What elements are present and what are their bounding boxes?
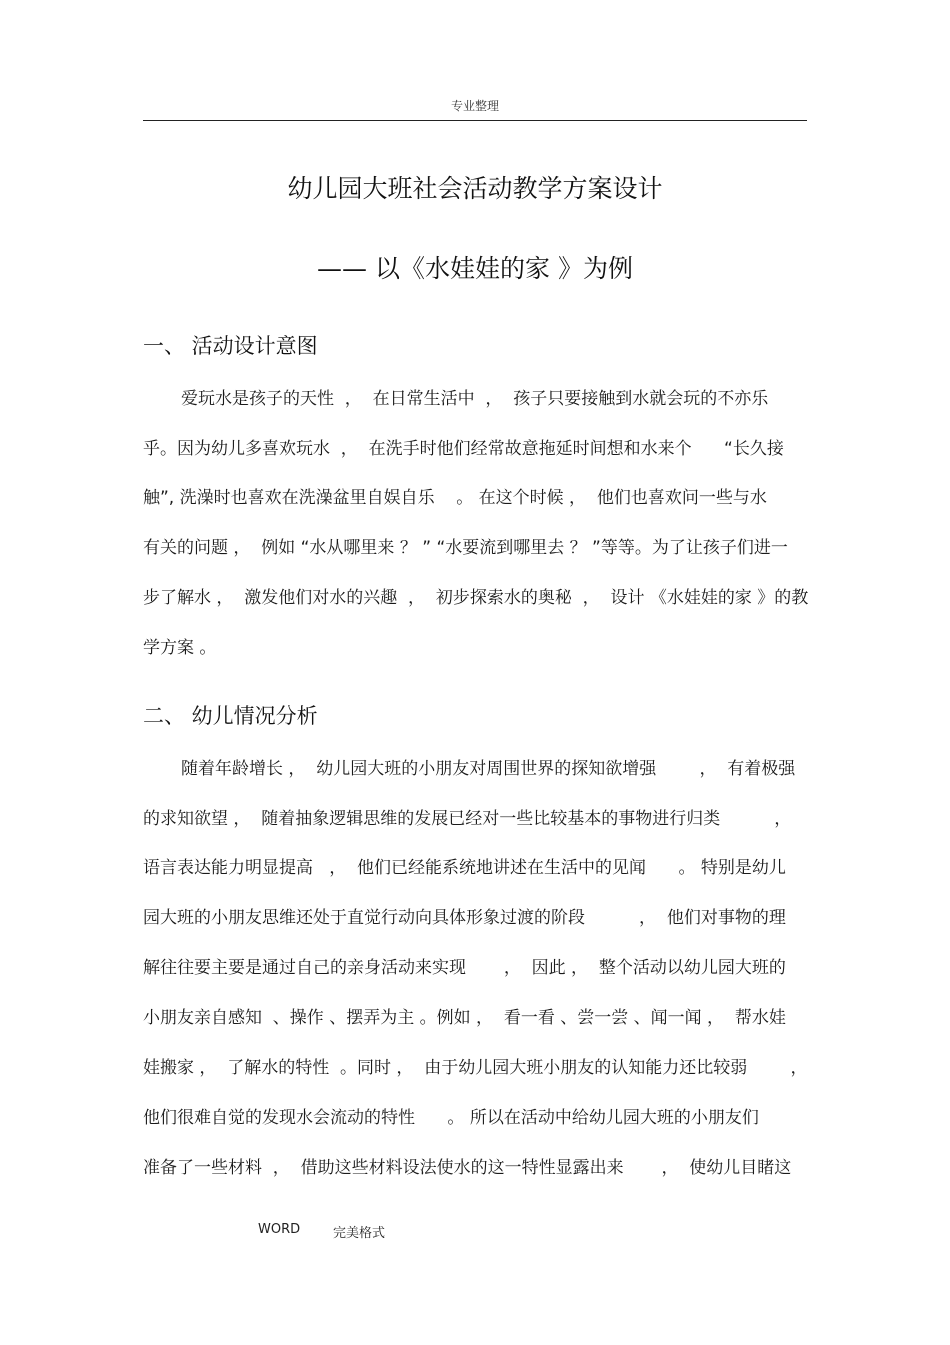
paragraph-line: 随着年龄增长 ， 幼儿园大班的小朋友对周围世界的探知欲增强 ， 有着极强 (181, 759, 796, 779)
paragraph-line: 乎。因为幼儿多喜欢玩水 ， 在洗手时他们经常故意拖延时间想和水来个 “长久接 (143, 439, 784, 459)
footer-format-label: 完美格式 (333, 1226, 386, 1241)
paragraph-line: 爱玩水是孩子的天性 ， 在日常生活中 ， 孩子只要接触到水就会玩的不亦乐 (181, 389, 769, 409)
document-title: 幼儿园大班社会活动教学方案设计 (287, 174, 663, 203)
paragraph-line: 娃搬家 ， 了解水的特性 。同时 ， 由于幼儿园大班小朋友的认知能力还比较弱 ， (143, 1058, 808, 1078)
paragraph-line: 他们很难自觉的发现水会流动的特性 。 所以在活动中给幼儿园大班的小朋友们 (143, 1108, 759, 1128)
paragraph-line: 学方案 。 (143, 638, 217, 658)
document-subtitle: —— 以《水娃娃的家 》为例 (317, 254, 633, 283)
footer-word-label: WORD (258, 1222, 301, 1237)
section-heading-child-analysis: 二、 幼儿情况分析 (143, 704, 318, 728)
paragraph-line: 准备了一些材料 ， 借助这些材料设法使水的这一特性显露出来 ， 使幼儿目睹这 (143, 1158, 792, 1178)
section-heading-design-intent: 一、 活动设计意图 (143, 334, 318, 358)
paragraph-line: 园大班的小朋友思维还处于直觉行动向具体形象过渡的阶段 ， 他们对事物的理 (143, 908, 786, 928)
paragraph-line: 语言表达能力明显提高 ， 他们已经能系统地讲述在生活中的见闻 。 特别是幼儿 (143, 858, 786, 878)
paragraph-line: 步了解水 ， 激发他们对水的兴趣 ， 初步探索水的奥秘 ， 设计 《水娃娃的家 》的教 (143, 588, 809, 608)
paragraph-line: 的求知欲望 ， 随着抽象逻辑思维的发展已经对一些比较基本的事物进行归类 ， (143, 809, 792, 829)
header-divider (143, 120, 807, 121)
paragraph-line: 触”, 洗澡时也喜欢在洗澡盆里自娱自乐 。 在这个时候 ， 他们也喜欢问一些与水 (143, 488, 767, 508)
paragraph-line: 解往往要主要是通过自己的亲身活动来实现 ， 因此 ， 整个活动以幼儿园大班的 (143, 958, 786, 978)
paragraph-line: 有关的问题 ， 例如 “水从哪里来 ？ ” “水要流到哪里去 ？ ”等等。为了让孩子们进一 (143, 538, 788, 558)
paragraph-line: 小朋友亲自感知 、操作 、摆弄为主 。例如 ， 看一看 、尝一尝 、闻一闻 ， 帮水娃 (143, 1008, 786, 1028)
page-header: 专业整理 (450, 99, 499, 113)
